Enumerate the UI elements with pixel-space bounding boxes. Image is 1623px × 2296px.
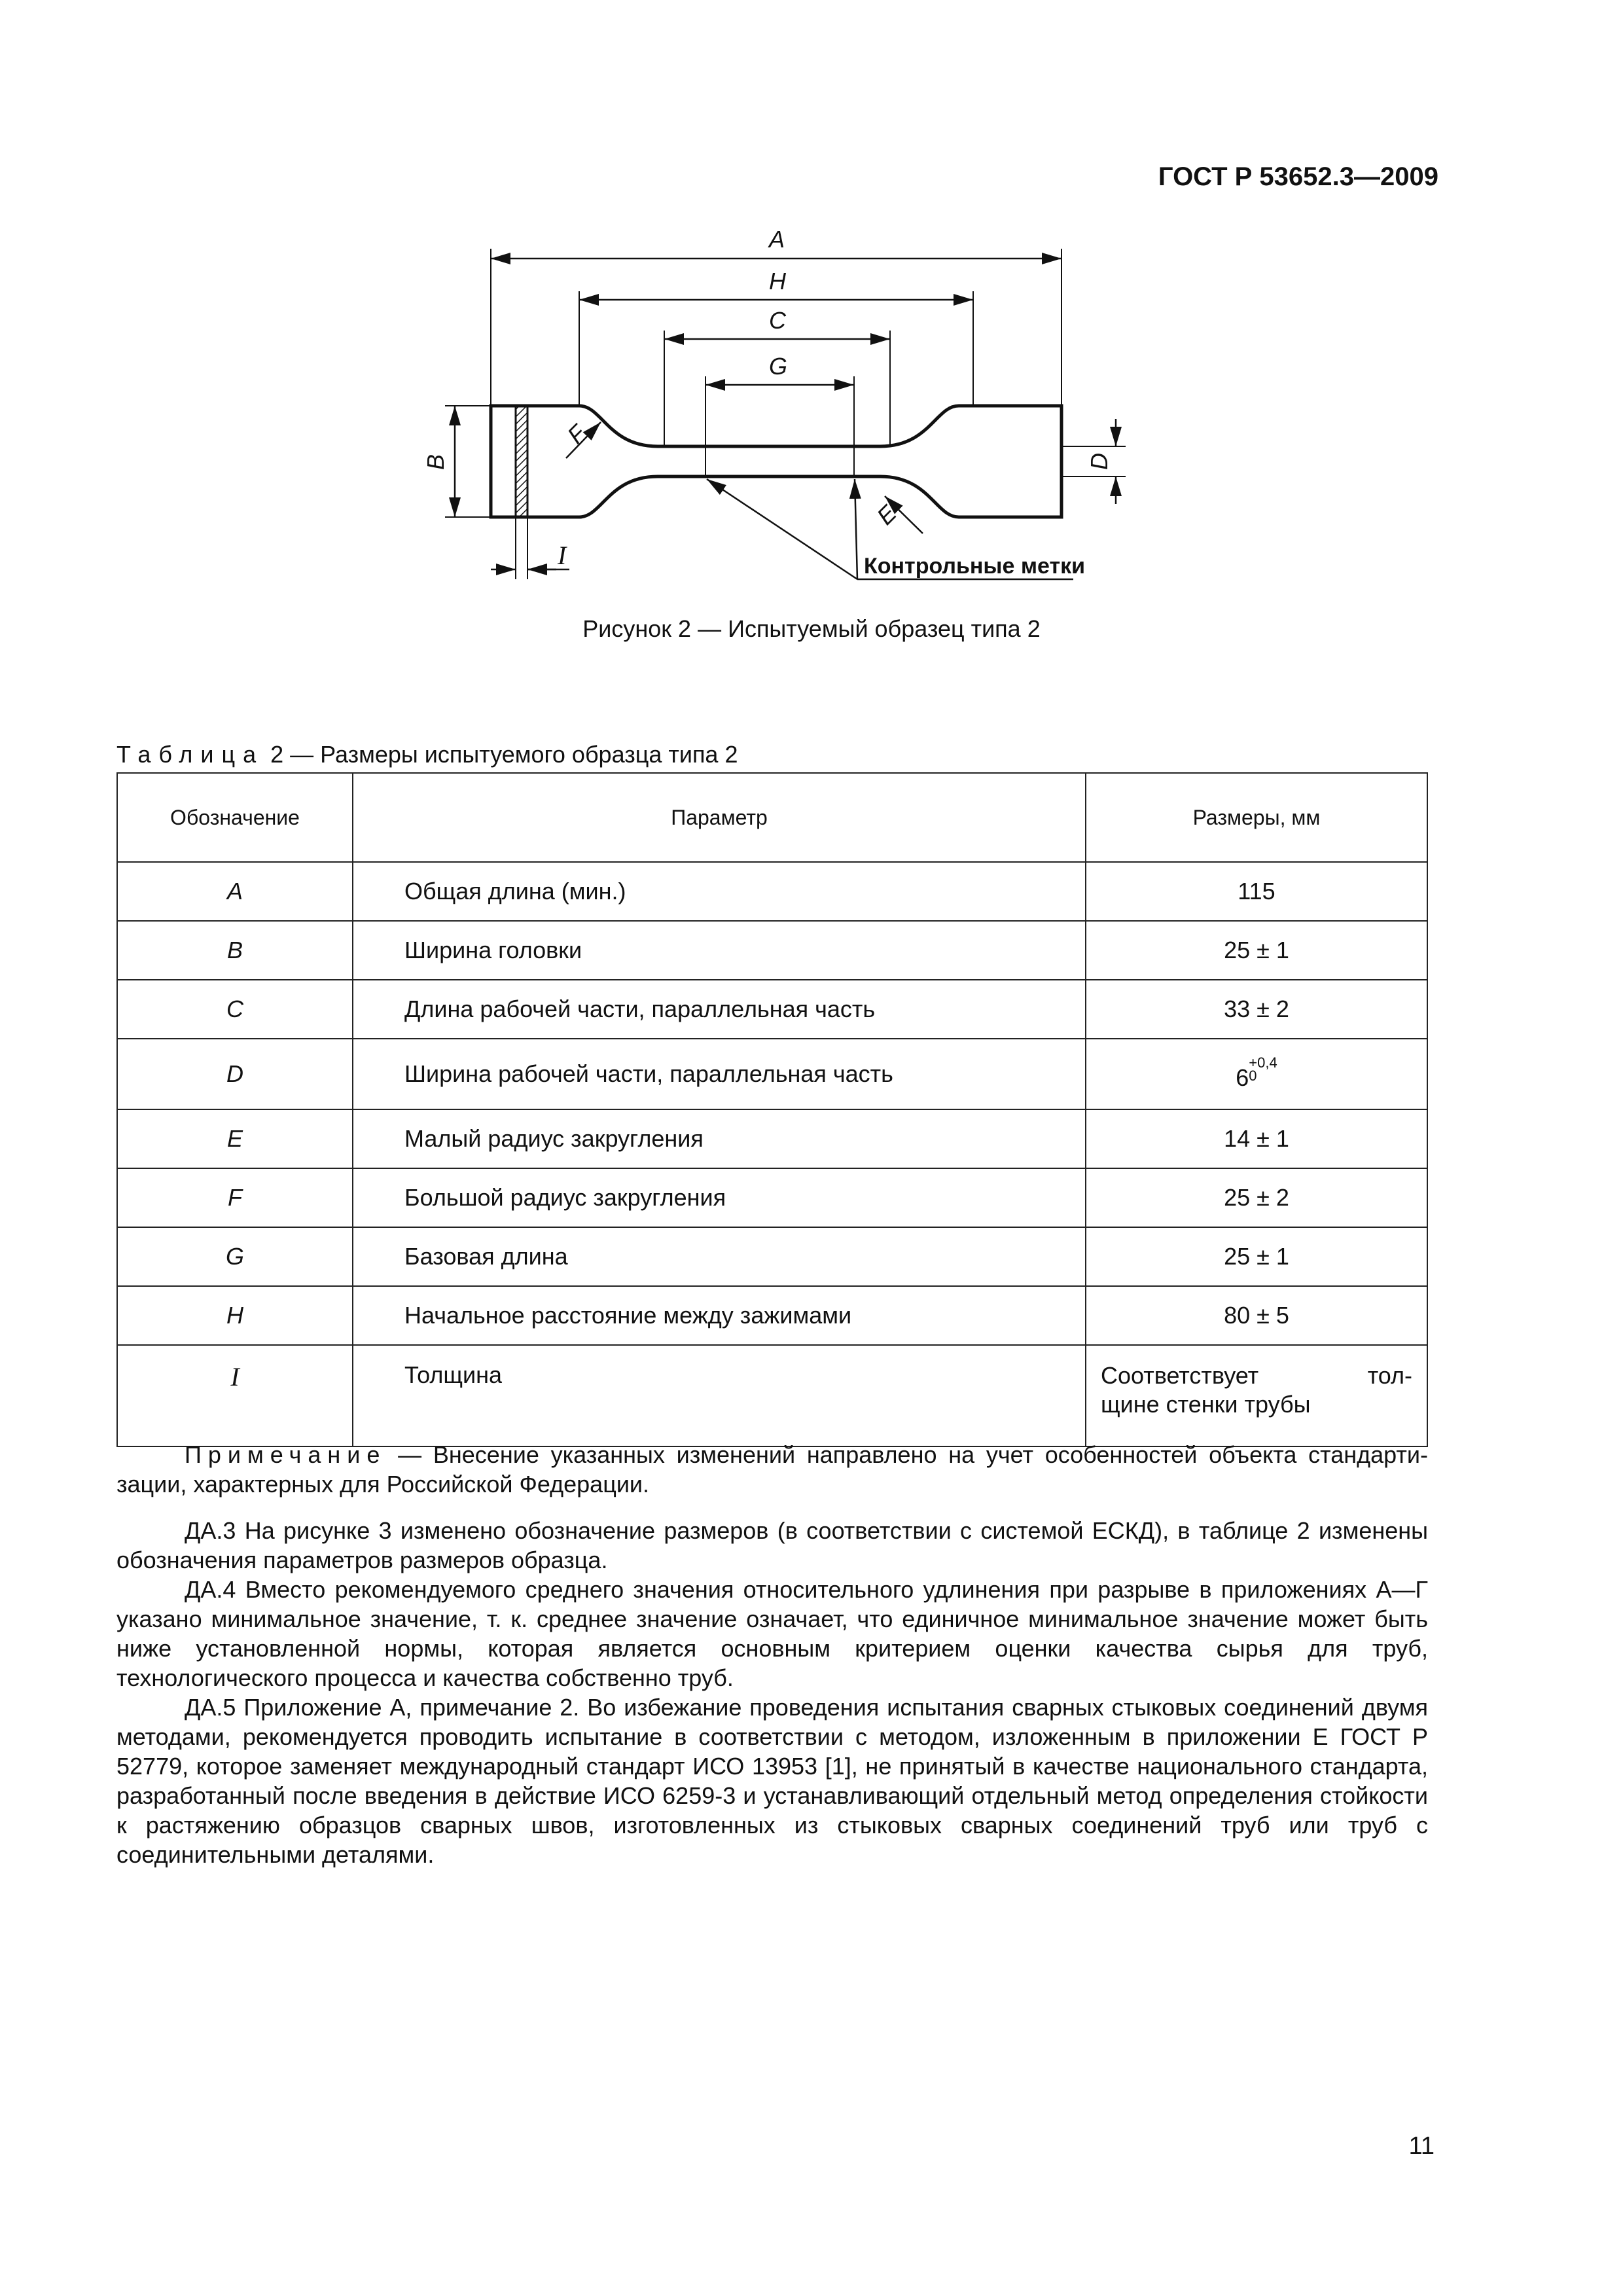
- cell-parameter: Базовая длина: [353, 1227, 1086, 1286]
- note-text: — Внесение указанных изменений направлено на учет особенностей объекта стандартизации, характерных для Российской Федерации.: [116, 1441, 1428, 1498]
- label-h: H: [769, 268, 786, 295]
- figure-caption: Рисунок 2 — Испытуемый образец типа 2: [582, 615, 1041, 642]
- marks-leader-1: [707, 479, 857, 579]
- table-header-row: [117, 773, 1427, 862]
- header-parameter: Параметр: [353, 773, 1086, 862]
- label-i: I: [558, 541, 567, 570]
- cell-parameter: Ширина головки: [353, 921, 1086, 980]
- cell-symbol: C: [117, 980, 353, 1039]
- table-row: [117, 1286, 1427, 1345]
- cell-parameter: Общая длина (мин.): [353, 862, 1086, 921]
- label-a: A: [769, 226, 785, 253]
- control-marks-label: Контрольные метки: [864, 554, 1086, 579]
- table-row: [117, 1039, 1427, 1109]
- cell-symbol: G: [117, 1227, 353, 1286]
- cell-size: 25 ± 1: [1086, 1227, 1427, 1286]
- table-row: [117, 980, 1427, 1039]
- paragraph-da4: ДА.4 Вместо рекомендуемого среднего значения относительного удлинения при разрыве в приложениях А—Г указано минимальное значение, т. к. среднее значение означает, что единичное минимальное значение может быть ниже установленной нормы, которая является основным критерием оценки качества сырья для труб, технологического процесса и качества собственно труб.: [116, 1576, 1428, 1691]
- paragraph-da3: ДА.3 На рисунке 3 изменено обозначение размеров (в соответствии с системой ЕСКД), в таблице 2 изменены обозначения параметров размеров образца.: [116, 1517, 1428, 1573]
- cell-parameter: Толщина: [353, 1345, 1086, 1446]
- table-row: [117, 862, 1427, 921]
- cell-size: [1086, 1345, 1427, 1446]
- size-line-1: [1101, 1361, 1412, 1390]
- label-g: G: [769, 353, 788, 380]
- label-c: C: [769, 307, 786, 334]
- thickness-section: [516, 406, 527, 517]
- document-code: ГОСТ Р 53652.3—2009: [1158, 162, 1438, 191]
- cell-symbol: D: [117, 1039, 353, 1109]
- size-line-1b: тол-: [1367, 1362, 1412, 1389]
- table-row: [117, 921, 1427, 980]
- label-f: F: [562, 420, 592, 449]
- cell-size: 25 ± 2: [1086, 1168, 1427, 1227]
- cell-parameter: Длина рабочей части, параллельная часть: [353, 980, 1086, 1039]
- specimen-svg: [406, 223, 1139, 602]
- header-size: Размеры, мм: [1086, 773, 1427, 862]
- tolerance: [1249, 1056, 1277, 1083]
- table-title: [116, 741, 738, 768]
- note-prefix: Примечание: [185, 1441, 387, 1468]
- dimensions-table: [116, 772, 1428, 1447]
- table-title-rest: 2 — Размеры испытуемого образца типа 2: [264, 741, 738, 768]
- cell-size: [1086, 1039, 1427, 1109]
- header-symbol: Обозначение: [117, 773, 353, 862]
- specimen-outline: [491, 406, 1061, 517]
- cell-size: 80 ± 5: [1086, 1286, 1427, 1345]
- symbol-i: I: [230, 1362, 240, 1391]
- table-row: [117, 1109, 1427, 1168]
- size-line-2: щине стенки трубы: [1101, 1391, 1311, 1418]
- page-number: 11: [1408, 2132, 1435, 2160]
- table-note: [116, 1440, 1428, 1499]
- label-b: B: [422, 454, 449, 470]
- cell-size: 115: [1086, 862, 1427, 921]
- tolerance-lower: 0: [1249, 1067, 1257, 1084]
- tolerance-upper: +0,4: [1249, 1054, 1277, 1071]
- cell-symbol: E: [117, 1109, 353, 1168]
- cell-size: 25 ± 1: [1086, 921, 1427, 980]
- cell-symbol: [117, 1345, 353, 1446]
- size-line-1a: Соответствует: [1101, 1362, 1259, 1389]
- table-row: [117, 1168, 1427, 1227]
- size-value: 6: [1236, 1064, 1249, 1091]
- table-row: [117, 1227, 1427, 1286]
- cell-symbol: A: [117, 862, 353, 921]
- label-e: E: [871, 499, 902, 530]
- paragraph-da5: ДА.5 Приложение А, примечание 2. Во избежание проведения испытания сварных стыковых соединений двумя методами, рекомендуется проводить испытание в соответствии с методом, изложенным в приложении Е ГОСТ Р 52779, которое заменяет международный стандарт ИСО 13953 [1], не принятый в качестве национального стандарта, разработанный после введения в действие ИСО 6259-3 и устанавливающий отдельный метод определения стойкости к растяжению образцов сварных швов, изготовленных из стыковых сварных соединений труб или труб с соединительными деталями.: [116, 1694, 1428, 1868]
- cell-parameter: Малый радиус закругления: [353, 1109, 1086, 1168]
- table-title-prefix: Таблица: [116, 741, 264, 768]
- cell-size: 33 ± 2: [1086, 980, 1427, 1039]
- cell-parameter: Начальное расстояние между зажимами: [353, 1286, 1086, 1345]
- cell-symbol: F: [117, 1168, 353, 1227]
- table-row: [117, 1345, 1427, 1446]
- cell-symbol: H: [117, 1286, 353, 1345]
- cell-symbol: B: [117, 921, 353, 980]
- cell-parameter: Ширина рабочей части, параллельная часть: [353, 1039, 1086, 1109]
- cell-size: 14 ± 1: [1086, 1109, 1427, 1168]
- marks-leader-2: [855, 479, 857, 579]
- label-d: D: [1086, 453, 1113, 470]
- specimen-drawing: [406, 223, 1139, 602]
- cell-parameter: Большой радиус закругления: [353, 1168, 1086, 1227]
